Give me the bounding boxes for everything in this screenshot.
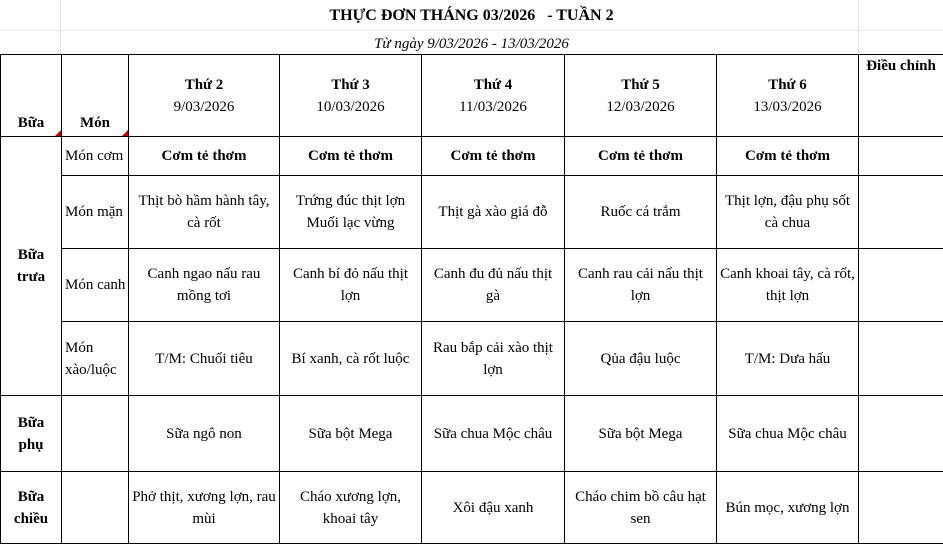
menu-cell: T/M: Dưa hấu [717,322,859,396]
day-header-mon: Thứ 2 9/03/2026 [129,55,280,137]
adjustment-cell [859,137,943,176]
weekly-menu-table [0,54,943,544]
menu-cell: Thịt gà xào giá đỗ [422,176,565,249]
menu-cell: Bún mọc, xương lợn [717,472,859,544]
menu-cell: Sữa ngô non [129,396,280,472]
menu-cell: Sữa bột Mega [565,396,717,472]
menu-cell: Rau bắp cải xào thịt lợn [422,322,565,396]
adjustment-cell [859,472,943,544]
snack-label: Bữa phụ [1,396,62,472]
dish-type-label: Món xào/luộc [62,322,129,396]
menu-cell: Ruốc cá trắm [565,176,717,249]
day-header-wed: Thứ 4 11/03/2026 [422,55,565,137]
comment-marker [122,130,128,136]
adjustment-cell [859,322,943,396]
menu-cell: Canh rau cải nấu thịt lợn [565,249,717,322]
day-header-tue: Thứ 3 10/03/2026 [280,55,422,137]
menu-cell: Bí xanh, cà rốt luộc [280,322,422,396]
adjustment-cell [859,396,943,472]
meal-column-header: Bữa [1,55,62,137]
menu-cell: Canh bí đỏ nấu thịt lợn [280,249,422,322]
menu-cell: Trứng đúc thịt lợn Muối lạc vừng [280,176,422,249]
adjustment-cell [859,249,943,322]
menu-cell: Qủa đậu luộc [565,322,717,396]
menu-cell: Xôi đậu xanh [422,472,565,544]
menu-cell: Cháo chim bồ câu hạt sen [565,472,717,544]
afternoon-label: Bữa chiều [1,472,62,544]
adjustment-column-header: Điều chỉnh [859,55,943,137]
menu-cell: Canh ngao nấu rau mồng tơi [129,249,280,322]
day-header-thu: Thứ 5 12/03/2026 [565,55,717,137]
table-row [1,249,943,322]
menu-cell: Canh khoai tây, cà rốt, thịt lợn [717,249,859,322]
dish-type-label: Món canh [62,249,129,322]
table-row [1,137,943,176]
table-row [1,322,943,396]
table-row [1,396,943,472]
menu-cell: Cơm tẻ thơm [280,137,422,176]
dish-type-label: Món mặn [62,176,129,249]
comment-marker [55,130,61,136]
header-row [1,55,943,137]
date-range-subtitle: Từ ngày 9/03/2026 - 13/03/2026 [0,33,943,55]
day-header-fri: Thứ 6 13/03/2026 [717,55,859,137]
menu-cell: Sữa chua Mộc châu [422,396,565,472]
menu-cell: Sữa chua Mộc châu [717,396,859,472]
menu-cell: Thịt lợn, đậu phụ sốt cà chua [717,176,859,249]
menu-cell: Cơm tẻ thơm [422,137,565,176]
menu-cell: Cơm tẻ thơm [717,137,859,176]
menu-cell: T/M: Chuối tiêu [129,322,280,396]
menu-cell: Thịt bò hầm hành tây, cà rốt [129,176,280,249]
menu-cell: Cơm tẻ thơm [565,137,717,176]
table-row [1,472,943,544]
lunch-label: Bữa trưa [1,137,62,396]
dish-column-header: Món [62,55,129,137]
dish-type-label [62,472,129,544]
menu-cell: Phở thịt, xương lợn, rau mùi [129,472,280,544]
table-row [1,176,943,249]
menu-title: THỰC ĐƠN THÁNG 03/2026 - TUẦN 2 [0,0,943,32]
adjustment-cell [859,176,943,249]
menu-cell: Cơm tẻ thơm [129,137,280,176]
menu-cell: Canh đu đủ nấu thịt gà [422,249,565,322]
dish-type-label [62,396,129,472]
dish-type-label: Món cơm [62,137,129,176]
menu-cell: Sữa bột Mega [280,396,422,472]
menu-cell: Cháo xương lợn, khoai tây [280,472,422,544]
